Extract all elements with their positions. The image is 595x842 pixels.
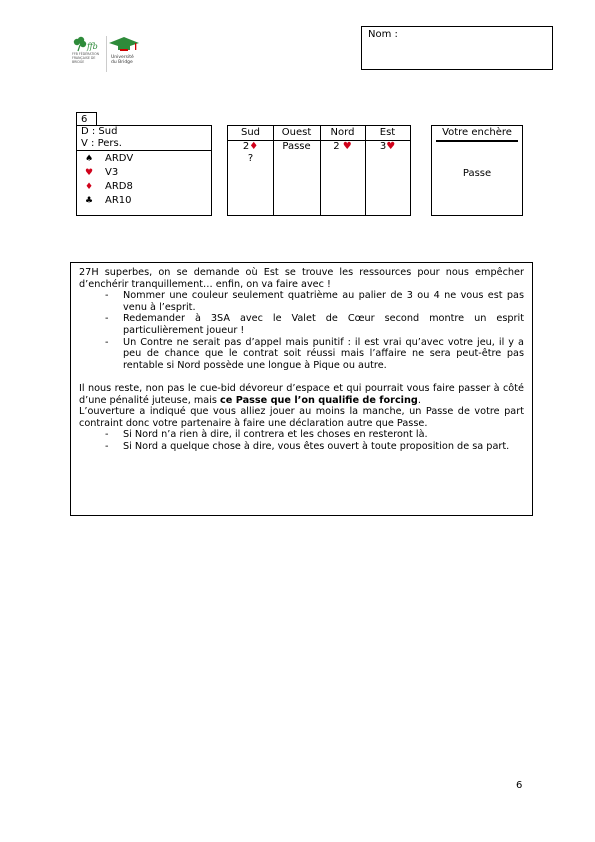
- logos: [70, 36, 140, 72]
- heart-icon: ♥: [386, 141, 396, 152]
- deal-info: [76, 125, 212, 151]
- list-item-text: Redemander à 3SA avec le Valet de Cœur second montre un esprit particulièrement joueur !: [123, 313, 524, 336]
- bid-header-ouest: Ouest: [273, 126, 320, 141]
- bidding-table: [227, 125, 411, 216]
- bid-level: 3: [379, 141, 387, 152]
- heart-icon: ♥: [85, 168, 94, 178]
- heart-icon: ♥: [342, 141, 352, 152]
- commentary-box: [70, 262, 533, 516]
- your-bid-header: Votre enchère: [442, 127, 512, 138]
- emphasis-text: ce Passe que l’on qualifie de forcing: [220, 394, 418, 406]
- universite-logo-line1: Université: [111, 55, 134, 60]
- bullet-dash: -: [105, 313, 109, 325]
- clover-icon: [70, 36, 104, 52]
- bullet-dash: -: [105, 429, 109, 441]
- list-item: [79, 337, 524, 372]
- list-item: [79, 290, 524, 313]
- bid-ouest-1: Passe: [282, 141, 311, 152]
- hand-cards-hearts: V3: [105, 167, 119, 178]
- bid-header-est: Est: [365, 126, 410, 141]
- hand-cards-clubs: AR10: [105, 195, 132, 206]
- bid-sud-1: [228, 141, 273, 153]
- ffb-logo-text: FFB FÉDÉRATION FRANÇAISE DE BRIDGE: [72, 52, 99, 64]
- bullet-dash: -: [105, 336, 109, 348]
- commentary-paragraph-2: [79, 383, 524, 406]
- bullet-dash: -: [105, 440, 109, 452]
- bid-sud-2: ?: [247, 153, 254, 164]
- commentary-intro: 27H superbes, on se demande où Est se trouve les ressources pour nous empêcher d’enchérir tranquillement… enfin, on va faire avec !: [79, 267, 524, 290]
- bid-level: 2: [242, 141, 250, 152]
- paragraph-end: .: [417, 394, 421, 406]
- graduation-cap-icon: [107, 36, 141, 54]
- list-item: [79, 313, 524, 336]
- universite-logo-line2: du Bridge: [111, 60, 133, 65]
- bid-header-sud: Sud: [228, 126, 273, 141]
- dealer: D : Sud: [81, 126, 118, 137]
- list-item: [79, 441, 524, 453]
- bullet-dash: -: [105, 290, 109, 302]
- list-item-text: Un Contre ne serait pas d’appel mais punitif : il est vrai qu’avec votre jeu, il y a peu de chance que le contrat soit réussi mais l’affaire ne sera peut-être pas rentable si Nord possède une longue à Pique ou autre.: [123, 336, 524, 371]
- universite-logo: [106, 36, 141, 72]
- hand-cards-diamonds: ARD8: [105, 181, 133, 192]
- spade-icon: ♠: [85, 154, 94, 164]
- name-label: Nom :: [368, 29, 398, 40]
- vulnerability: V : Pers.: [81, 138, 122, 149]
- bid-header-nord: Nord: [320, 126, 365, 141]
- hand-cards-spades: ARDV: [105, 153, 134, 164]
- ffb-logo: [70, 36, 104, 72]
- paragraph-text: Il nous reste, non pas le cue-bid dévoreur d’espace et qui pourrait vous faire passer à côté d’une pénalité juteuse, mais: [79, 382, 524, 406]
- bid-nord-1: [320, 141, 365, 153]
- bid-est-1: [365, 141, 410, 153]
- diamond-icon: ♦: [85, 182, 94, 192]
- divider: [436, 140, 518, 142]
- hand: [76, 151, 212, 216]
- name-field[interactable]: [361, 26, 553, 70]
- deal-number: 6: [76, 112, 97, 125]
- page-number: 6: [516, 780, 523, 791]
- commentary-paragraph-3: L’ouverture a indiqué que vous alliez jouer au moins la manche, un Passe de votre part contraint donc votre partenaire à faire une déclaration autre que Passe.: [79, 406, 524, 429]
- list-item: [79, 429, 524, 441]
- bid-level: 2: [333, 141, 340, 152]
- your-bid-value: Passe: [462, 168, 492, 179]
- diamond-icon: ♦: [249, 141, 259, 152]
- list-item-text: Nommer une couleur seulement quatrième au palier de 3 ou 4 ne vous est pas venu à l’esprit.: [123, 290, 524, 313]
- list-item-text: Si Nord n’a rien à dire, il contrera et les choses en resteront là.: [123, 429, 428, 441]
- list-item-text: Si Nord a quelque chose à dire, vous êtes ouvert à toute proposition de sa part.: [123, 440, 510, 452]
- your-bid-box: [431, 125, 523, 216]
- club-icon: ♣: [85, 196, 94, 206]
- svg-text:ffb: ffb: [87, 42, 98, 51]
